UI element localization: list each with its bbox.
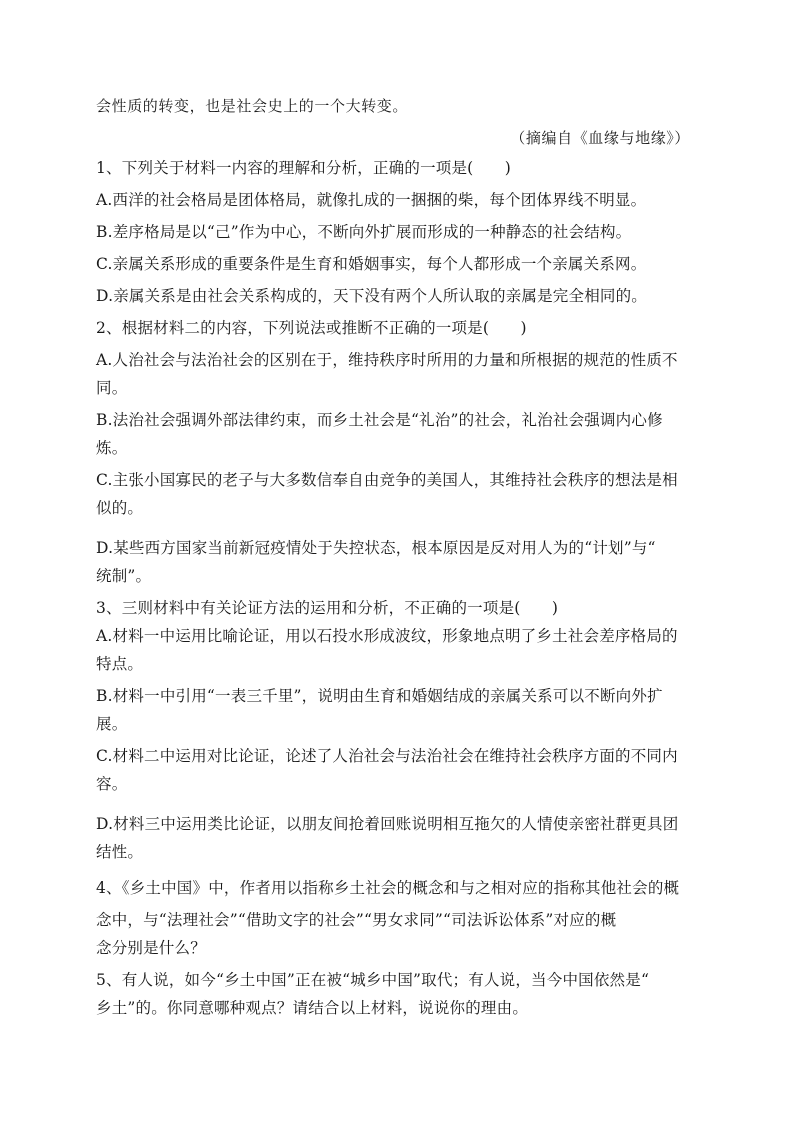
question-1-stem: 1、下列关于材料一内容的理解和分析，正确的一项是( ) <box>96 159 512 177</box>
source-citation: （摘编自《血缘与地缘》） <box>510 129 690 147</box>
question-3-stem: 3、三则材料中有关论证方法的运用和分析，不正确的一项是( ) <box>96 599 559 617</box>
question-2-option-d-line1: D.某些西方国家当前新冠疫情处于失控状态，根本原因是反对用人为的“计划”与“ <box>96 539 656 557</box>
question-2-option-c-line2: 似的。 <box>96 499 144 517</box>
question-3-option-a-line1: A.材料一中运用比喻论证，用以石投水形成波纹，形象地点明了乡土社会差序格局的 <box>96 627 678 645</box>
question-2-option-b-line1: B.法治社会强调外部法律约束，而乡土社会是“礼治”的社会，礼治社会强调内心修 <box>96 411 663 429</box>
question-2-option-c-line1: C.主张小国寡民的老子与大多数信奉自由竞争的美国人，其维持社会秩序的想法是相 <box>96 471 678 489</box>
intro-tail-text: 会性质的转变，也是社会史上的一个大转变。 <box>96 97 409 115</box>
question-3-option-c-line2: 容。 <box>96 775 128 793</box>
question-2-option-a-line2: 同。 <box>96 379 128 397</box>
question-1-option-b: B.差序格局是以“己”作为中心，不断向外扩展而形成的一种静态的社会结构。 <box>96 223 632 241</box>
question-4-line2: 念中，与“法理社会”“借助文字的社会”“男女求同”“司法诉讼体系”对应的概 <box>96 911 617 929</box>
question-3-option-a-line2: 特点。 <box>96 655 144 673</box>
question-3-option-b-line1: B.材料一中引用“一表三千里”，说明由生育和婚姻结成的亲属关系可以不断向外扩 <box>96 687 663 705</box>
question-1-option-d: D.亲属关系是由社会关系构成的，天下没有两个人所认取的亲属是完全相同的。 <box>96 287 648 305</box>
question-5-line2: 乡土”的。你同意哪种观点？请结合以上材料，说说你的理由。 <box>96 999 529 1017</box>
question-4-line1: 4、《乡土中国》中，作者用以指称乡土社会的概念和与之相对应的指称其他社会的概 <box>96 879 680 897</box>
question-2-option-d-line2: 统制”。 <box>96 567 152 585</box>
question-3-option-c-line1: C.材料二中运用对比论证，论述了人治社会与法治社会在维持社会秩序方面的不同内 <box>96 747 678 765</box>
question-4-line3: 念分别是什么？ <box>96 939 206 957</box>
question-2-option-b-line2: 炼。 <box>96 439 128 457</box>
question-2-stem: 2、根据材料二的内容，下列说法或推断不正确的一项是( ) <box>96 319 527 337</box>
question-3-option-b-line2: 展。 <box>96 715 128 733</box>
question-1-option-c: C.亲属关系形成的重要条件是生育和婚姻事实，每个人都形成一个亲属关系网。 <box>96 255 647 273</box>
question-5-line1: 5、有人说，如今“乡土中国”正在被“城乡中国”取代；有人说，当今中国依然是“ <box>96 971 650 989</box>
question-2-option-a-line1: A.人治社会与法治社会的区别在于，维持秩序时所用的力量和所根据的规范的性质不 <box>96 351 678 369</box>
question-1-option-a: A.西洋的社会格局是团体格局，就像扎成的一捆捆的柴，每个团体界线不明显。 <box>96 191 647 209</box>
question-3-option-d-line2: 结性。 <box>96 843 144 861</box>
question-3-option-d-line1: D.材料三中运用类比论证，以朋友间抢着回账说明相互拖欠的人情使亲密社群更具团 <box>96 815 679 833</box>
